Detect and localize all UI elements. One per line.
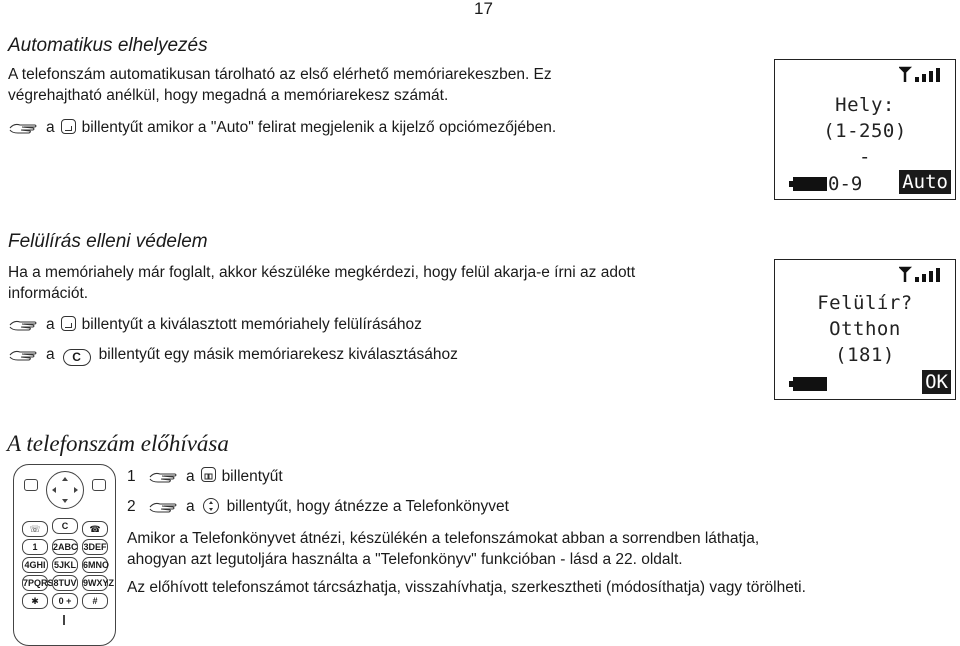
phone-key-3: 3DEF xyxy=(82,539,108,555)
lcd1-line1: Hely: xyxy=(835,94,895,116)
overwrite-para-line1: Ha a memóriahely már foglalt, akkor készüléke megkérdezi, hogy felül akarja-e írni az adott xyxy=(8,264,636,281)
overwrite-section-title: Felülírás elleni védelem xyxy=(8,231,208,252)
signal-icon xyxy=(899,66,945,84)
hand-pointer-icon xyxy=(8,317,38,331)
signal-icon xyxy=(899,266,945,284)
step1-number: 1 xyxy=(127,468,136,485)
battery-icon xyxy=(793,377,827,391)
page-number: 17 xyxy=(474,0,493,18)
phone-key-9: 9WXYZ xyxy=(82,575,108,591)
overwrite-instr1-rest: billentyűt a kiválasztott memóriahely felülírásához xyxy=(81,316,422,333)
overwrite-paragraph xyxy=(8,262,768,304)
c-key-icon: C xyxy=(63,349,91,366)
lcd2-line2: Otthon xyxy=(829,318,901,340)
lcd1-softkey-label: Auto xyxy=(899,170,951,194)
phone-key-2: 2ABC xyxy=(52,539,78,555)
hand-pointer-icon xyxy=(148,499,178,513)
step1-rest: billentyűt xyxy=(221,468,283,485)
end-call-key-icon: ☎ xyxy=(82,521,108,537)
phone-illustration xyxy=(13,464,116,646)
lcd-display-location xyxy=(774,59,956,200)
softkey-icon xyxy=(61,119,76,134)
hand-pointer-icon xyxy=(8,347,38,361)
auto-section-title: Automatikus elhelyezés xyxy=(8,35,208,56)
hand-pointer-icon xyxy=(8,120,38,134)
lcd2-softkey-label: OK xyxy=(922,370,951,394)
lcd-display-overwrite xyxy=(774,259,956,400)
call-key-icon: ☏ xyxy=(22,521,48,537)
phone-key-7: 7PQRS xyxy=(22,575,48,591)
lcd1-input-mode: 0-9 xyxy=(828,173,863,195)
softkey-icon xyxy=(61,316,76,331)
auto-instr-rest: billentyűt amikor a "Auto" felirat megjelenik a kijelző opciómezőjében. xyxy=(81,119,557,136)
phonebook-section-title: A telefonszám előhívása xyxy=(7,431,229,456)
phone-key-hash: # xyxy=(82,593,108,609)
overwrite-instr2-rest: billentyűt egy másik memóriarekesz kiválasztásához xyxy=(98,346,458,363)
phonebook-para1-line2: ahogyan azt legutoljára használta a "Telefonkönyv" funkcióban - lásd a 22. oldalt. xyxy=(127,551,683,568)
step2-rest: billentyűt, hogy átnézze a Telefonkönyvet xyxy=(226,498,509,515)
phonebook-step-1 xyxy=(127,466,947,487)
overwrite-instruction-2 xyxy=(8,344,768,366)
battery-icon xyxy=(793,177,827,191)
auto-para-line1: A telefonszám automatikusan tárolható az első elérhető memóriarekeszben. Ez xyxy=(8,66,552,83)
step1-a: a xyxy=(185,468,195,485)
lcd1-line3: - xyxy=(859,146,871,168)
hand-pointer-icon xyxy=(148,469,178,483)
phone-key-6: 6MNO xyxy=(82,557,108,573)
phone-key-8: 8TUV xyxy=(52,575,78,591)
phone-key-4: 4GHI xyxy=(22,557,48,573)
phonebook-key-icon xyxy=(24,479,38,491)
nav-arrows-icon xyxy=(47,472,83,508)
auto-para-line2: végrehajtható anélkül, hogy megadná a memóriarekesz számát. xyxy=(8,87,449,104)
lcd2-line1: Felülír? xyxy=(817,292,913,314)
auto-instr-a: a xyxy=(46,119,55,136)
phone-c-key: C xyxy=(52,518,78,534)
phonebook-key-icon xyxy=(201,467,216,482)
phone-key-star: ✱ xyxy=(22,593,48,609)
overwrite-instruction-1 xyxy=(8,314,768,335)
lcd1-line2: (1-250) xyxy=(823,120,907,142)
phonebook-para1-line1: Amikor a Telefonkönyvet átnézi, készülékén a telefonszámokat abban a sorrendben láthatja, xyxy=(127,530,760,547)
overwrite-para-line2: információt. xyxy=(8,285,89,302)
phone-key-0: 0 + xyxy=(52,593,78,609)
phone-key-5: 5JKL xyxy=(52,557,78,573)
overwrite-instr1-a: a xyxy=(46,316,55,333)
nav-key-icon xyxy=(46,471,84,509)
phonebook-paragraph-1 xyxy=(127,528,947,570)
nav-key-icon xyxy=(203,498,219,514)
lcd2-line3: (181) xyxy=(835,344,895,366)
softkey-icon xyxy=(92,479,106,491)
step2-number: 2 xyxy=(127,498,136,515)
phonebook-step-2 xyxy=(127,496,947,517)
auto-instruction xyxy=(8,117,748,138)
overwrite-instr2-a: a xyxy=(46,346,55,363)
auto-section-paragraph xyxy=(8,64,748,106)
microphone-icon xyxy=(63,615,65,625)
phone-key-1: 1 xyxy=(22,539,48,555)
phonebook-paragraph-2: Az előhívott telefonszámot tárcsázhatja, visszahívhatja, szerkesztheti (módosíthatja) vagy törölheti. xyxy=(127,579,806,596)
step2-a: a xyxy=(185,498,195,515)
